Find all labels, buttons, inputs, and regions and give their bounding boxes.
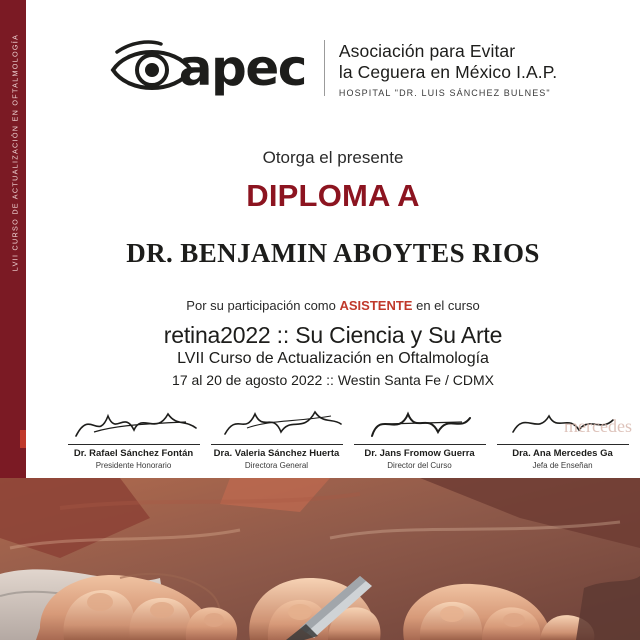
- signature-name: Dra. Valeria Sánchez Huerta: [213, 448, 340, 459]
- certificate-body: [26, 0, 640, 478]
- grants-label: Otorga el presente: [262, 148, 404, 167]
- footer-painting: [0, 478, 640, 640]
- signature-rule: [497, 444, 629, 445]
- recipient-name: DR. BENJAMIN ABOYTES RIOS: [126, 238, 540, 268]
- signature-block-2: [205, 402, 348, 471]
- signature-mark-icon: [348, 402, 491, 444]
- signature-rule: [68, 444, 200, 445]
- side-band: [0, 0, 26, 478]
- course-date: 17 al 20 de agosto 2022 :: Westin Santa Fe / CDMX: [172, 372, 494, 388]
- signature-name: Dra. Ana Mercedes Ga: [512, 448, 613, 459]
- signature-role: Director del Curso: [387, 461, 452, 470]
- logo-header: [26, 38, 640, 98]
- signature-role: Presidente Honorario: [95, 461, 172, 470]
- course-subtitle: LVII Curso de Actualización en Oftalmología: [177, 350, 489, 367]
- brand-wordmark: apec: [178, 39, 306, 97]
- signature-rule: [354, 444, 486, 445]
- signature-role: Directora General: [244, 461, 309, 470]
- signature-name: Dr. Jans Fromow Guerra: [364, 448, 475, 459]
- signature-mark-icon: [491, 402, 634, 444]
- side-band-label: LVII CURSO DE ACTUALIZACIÓN EN OFTALMOLOGÍA: [10, 33, 20, 272]
- participation-line: [26, 298, 640, 313]
- org-line-1: Asociación para Evitar: [338, 40, 516, 61]
- course-name: retina2022 :: Su Ciencia y Su Arte: [163, 322, 503, 348]
- org-name-block: [339, 39, 557, 98]
- signature-name: Dr. Rafael Sánchez Fontán: [73, 448, 194, 459]
- hospital-line: HOSPITAL "DR. LUIS SÁNCHEZ BULNES": [338, 87, 551, 98]
- signature-mark-icon: [62, 402, 205, 444]
- signature-block-4: [491, 402, 634, 471]
- org-line-2: la Ceguera en México I.A.P.: [338, 61, 558, 82]
- signature-row: [62, 402, 634, 471]
- logo-divider: [324, 40, 325, 96]
- signature-rule: [211, 444, 343, 445]
- participation-role: ASISTENTE: [339, 298, 413, 313]
- signature-role: Jefa de Enseñan: [532, 461, 593, 470]
- signature-block-1: [62, 402, 205, 471]
- signature-mark-icon: [205, 402, 348, 444]
- participation-prefix: Por su participación como: [186, 298, 336, 313]
- signature-block-3: [348, 402, 491, 471]
- apec-logo: [109, 38, 557, 98]
- participation-suffix: en el curso: [416, 298, 480, 313]
- diploma-title: DIPLOMA A: [246, 178, 420, 213]
- watermark-text: mercedes: [564, 416, 632, 436]
